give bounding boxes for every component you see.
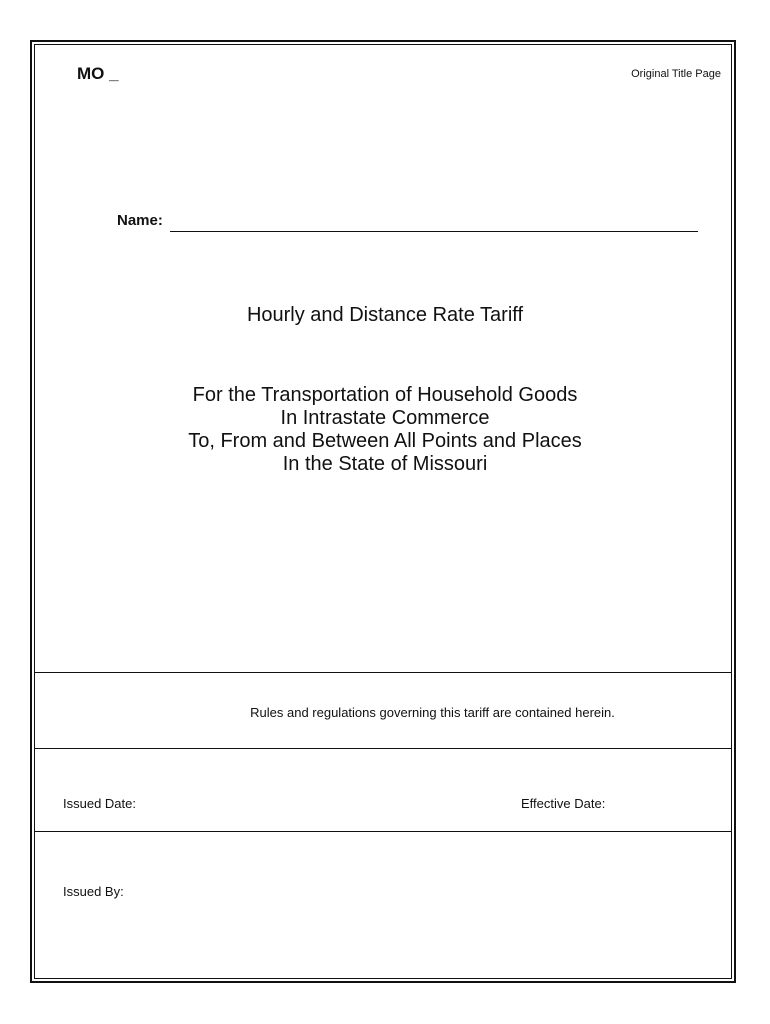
inner-border [34,44,732,979]
purpose-line: In Intrastate Commerce [280,407,490,429]
issued-date-label: Issued Date: [63,796,136,811]
effective-date-label: Effective Date: [521,796,606,811]
rules-note: Rules and regulations governing this tariff are contained herein. [250,705,615,720]
purpose-line: To, From and Between All Points and Places [188,430,582,452]
tariff-title-page [30,40,736,983]
name-blank-line[interactable] [170,231,698,232]
section-divider [35,831,731,832]
section-divider [35,748,731,749]
tariff-title: Hourly and Distance Rate Tariff [246,304,524,326]
name-label: Name: [117,212,163,229]
issued-by-label: Issued By: [63,884,124,899]
purpose-line: In the State of Missouri [282,453,488,475]
page-label: Original Title Page [631,68,721,80]
section-divider [35,672,731,673]
tariff-purpose [35,384,735,476]
tariff-number: MO _ [77,64,119,83]
purpose-line: For the Transportation of Household Goods [192,384,578,406]
